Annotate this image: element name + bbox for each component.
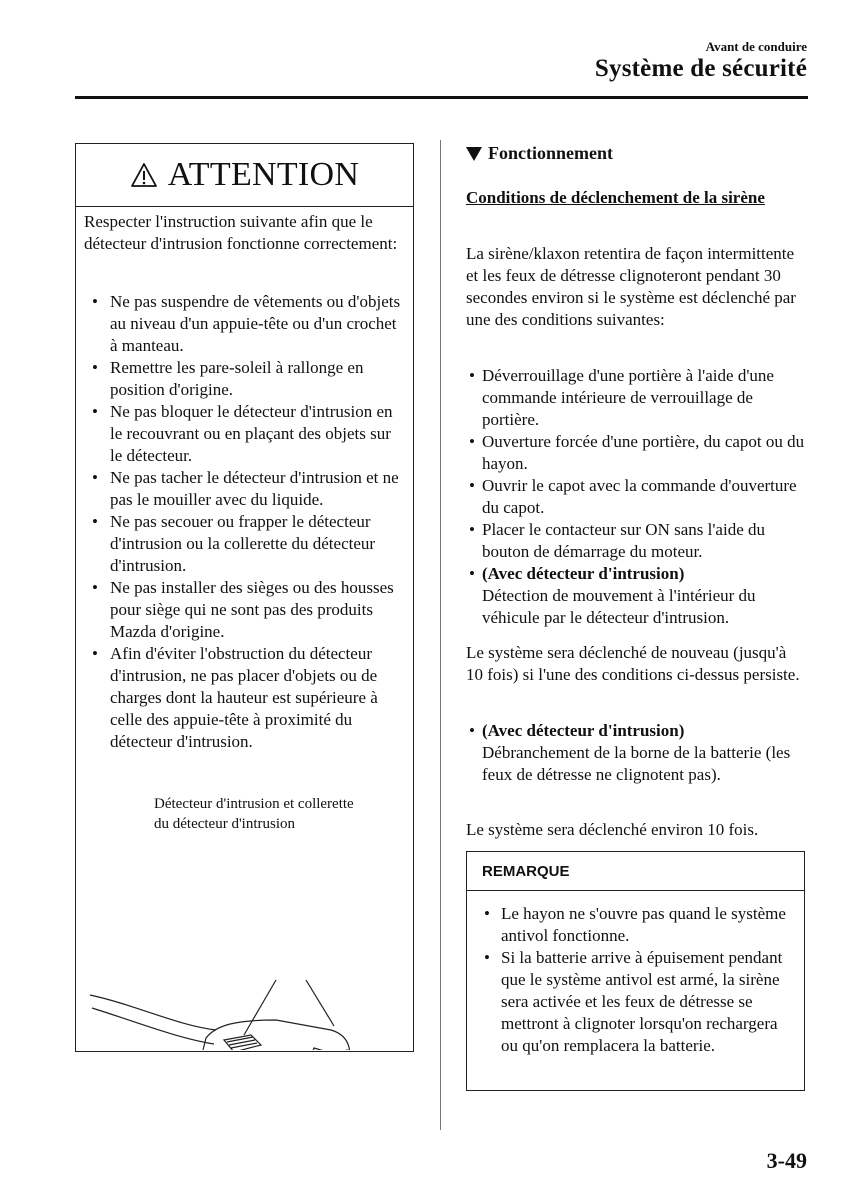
- header-section: Avant de conduire: [705, 39, 807, 54]
- paragraph-count: Le système sera déclenché environ 10 fois.: [466, 820, 759, 839]
- subsection-heading: Conditions de déclenchement de la sirène: [466, 188, 765, 207]
- list-item: • Le hayon ne s'ouvre pas quand le système antivol fonctionne.: [484, 904, 786, 945]
- attention-list: [90, 291, 407, 753]
- warning-triangle-icon: [130, 161, 158, 189]
- list-item: • Ne pas tacher le détecteur d'intrusion et ne pas le mouiller avec du liquide.: [92, 468, 399, 509]
- list-item: • Ne pas suspendre de vêtements ou d'objets au niveau d'un appuie-tête ou d'un crochet à manteau.: [92, 292, 401, 355]
- list-item: • Remettre les pare-soleil à rallonge en position d'origine.: [92, 358, 364, 399]
- list-item: • Déverrouillage d'une portière à l'aide d'une commande intérieure de verrouillage de portière.: [469, 366, 774, 429]
- remarque-title: REMARQUE: [467, 852, 804, 891]
- illustration-caption: Détecteur d'intrusion et collerette du détecteur d'intrusion: [154, 796, 354, 832]
- paragraph-repeat: Le système sera déclenché de nouveau (jusqu'à 10 fois) si l'une des conditions ci-dessus persiste.: [466, 643, 800, 684]
- intrusion-sensor-illustration: [76, 830, 412, 1050]
- list-item: • Ne pas installer des sièges ou des housses pour siège qui ne sont pas des produits Mazda d'origine.: [92, 578, 394, 641]
- attention-box: [75, 143, 414, 1052]
- list-item: • Ne pas bloquer le détecteur d'intrusion en le recouvrant ou en plaçant des objets sur le détecteur.: [92, 402, 393, 465]
- list-item: • Si la batterie arrive à épuisement pendant que le système antivol est armé, la sirène sera activée et les feux de détresse se mettront à clignoter lorsqu'on rechargera ou qu'on remplacera la batterie.: [484, 948, 783, 1055]
- triangle-marker-icon: [466, 147, 482, 161]
- list-item: • Ne pas secouer ou frapper le détecteur d'intrusion ou la collerette du détecteur d'intrusion.: [92, 512, 376, 575]
- section-heading: Fonctionnement: [466, 143, 613, 164]
- column-divider: [440, 140, 441, 1130]
- page-number: 3-49: [766, 1148, 807, 1173]
- paragraph-intro: La sirène/klaxon retentira de façon intermittente et les feux de détresse clignoteront pendant 30 secondes environ si le système est déclenché par une des conditions suivantes:: [466, 244, 796, 329]
- trigger-conditions-list: [466, 365, 811, 629]
- remarque-box: [466, 851, 805, 1091]
- attention-header: [76, 144, 413, 207]
- page-title: Système de sécurité: [594, 55, 807, 82]
- attention-intro: Respecter l'instruction suivante afin que le détecteur d'intrusion fonctionne correctement:: [84, 212, 398, 253]
- list-item: • Placer le contacteur sur ON sans l'aide du bouton de démarrage du moteur.: [469, 520, 765, 561]
- attention-title: ATTENTION: [167, 156, 360, 193]
- list-item: • Ouverture forcée d'une portière, du capot ou du hayon.: [469, 432, 805, 473]
- header-rule: [75, 96, 808, 99]
- remarque-list: [481, 903, 798, 1057]
- list-item: • (Avec détecteur d'intrusion) Détection de mouvement à l'intérieur du véhicule par le détecteur d'intrusion.: [469, 564, 756, 627]
- list-item: • (Avec détecteur d'intrusion) Débranchement de la borne de la batterie (les feux de détresse ne clignotent pas).: [469, 721, 791, 784]
- list-item: • Ouvrir le capot avec la commande d'ouverture du capot.: [469, 476, 797, 517]
- battery-condition-list: [466, 720, 811, 786]
- list-item: • Afin d'éviter l'obstruction du détecteur d'intrusion, ne pas placer d'objets ou de charges dont la hauteur est supérieure à celle des appuie-tête à proximité du détecteur d'intrusion.: [92, 644, 378, 751]
